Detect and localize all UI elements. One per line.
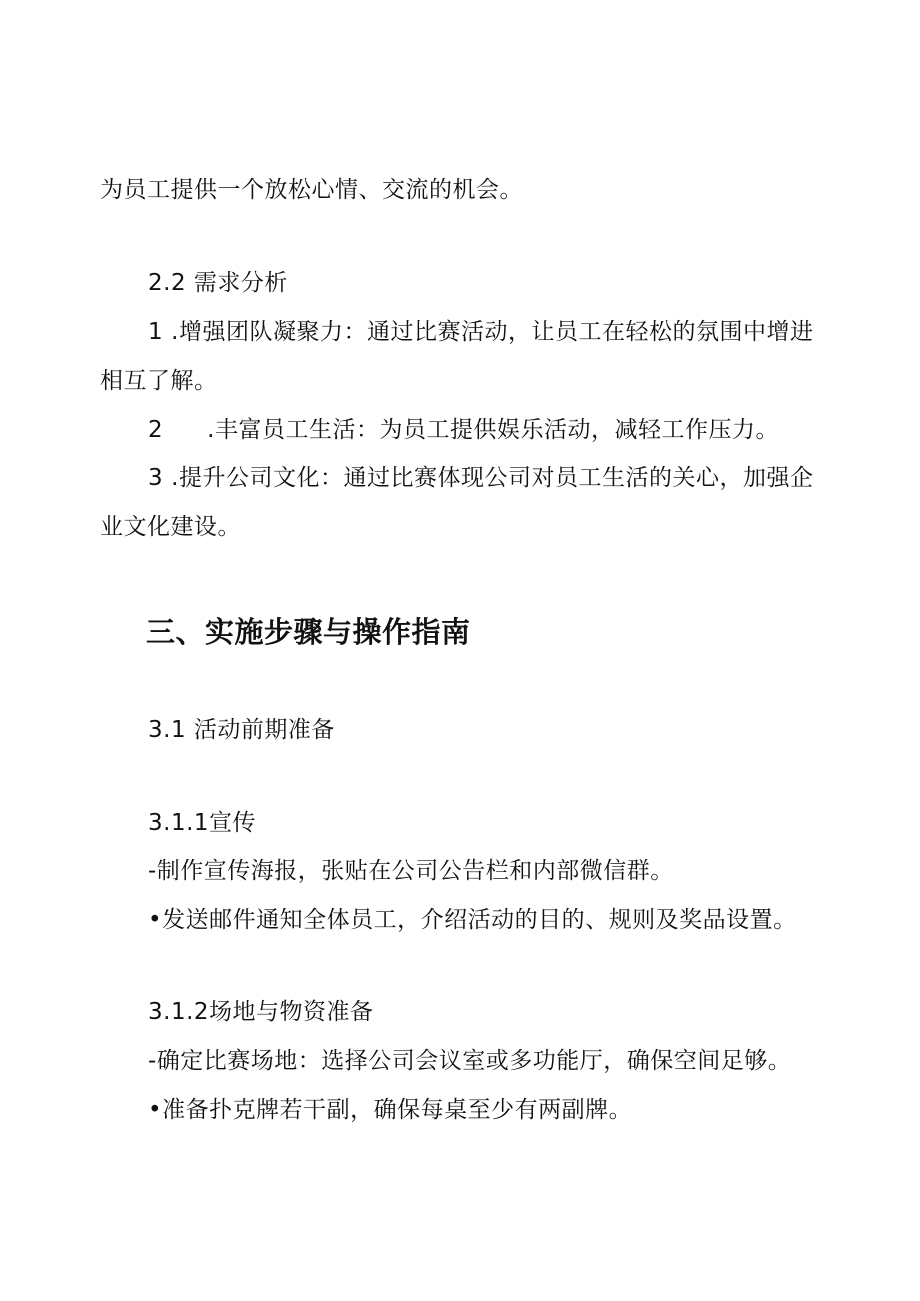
list-item (148, 415, 779, 445)
section-3-1-2-title: 3.1.2场地与物资准备 (148, 999, 374, 1025)
item-text: .提升公司文化：通过比赛体现公司对员工生活的关心，加强企 (171, 465, 814, 491)
list-item: •准备扑克牌若干副，确保每桌至少有两副牌。 (148, 1097, 633, 1123)
item-number: 2 (148, 417, 164, 443)
item-number: 3 (148, 465, 164, 491)
list-item (148, 463, 813, 493)
section-3-1-1-title: 3.1.1宣传 (148, 810, 257, 836)
item-text-continued: 相互了解。 (100, 368, 218, 394)
section-2-2-title: 2.2 需求分析 (148, 270, 288, 296)
list-item: -确定比赛场地：选择公司会议室或多功能厅，确保空间足够。 (148, 1048, 792, 1074)
item-text: .丰富员工生活：为员工提供娱乐活动，减轻工作压力。 (207, 417, 779, 443)
section-3-1-title: 3.1 活动前期准备 (148, 717, 335, 743)
intro-line: 为员工提供一个放松心情、交流的机会。 (100, 177, 523, 203)
list-item: -制作宣传海报，张贴在公司公告栏和内部微信群。 (148, 858, 674, 884)
list-item (148, 317, 813, 347)
section-3-heading: 三、实施步骤与操作指南 (146, 615, 471, 649)
item-text-continued: 业文化建设。 (100, 514, 241, 540)
list-item: •发送邮件通知全体员工，介绍活动的目的、规则及奖品设置。 (148, 907, 797, 933)
item-number: 1 (148, 319, 164, 345)
item-text: .增强团队凝聚力：通过比赛活动，让员工在轻松的氛围中增进 (171, 319, 814, 345)
